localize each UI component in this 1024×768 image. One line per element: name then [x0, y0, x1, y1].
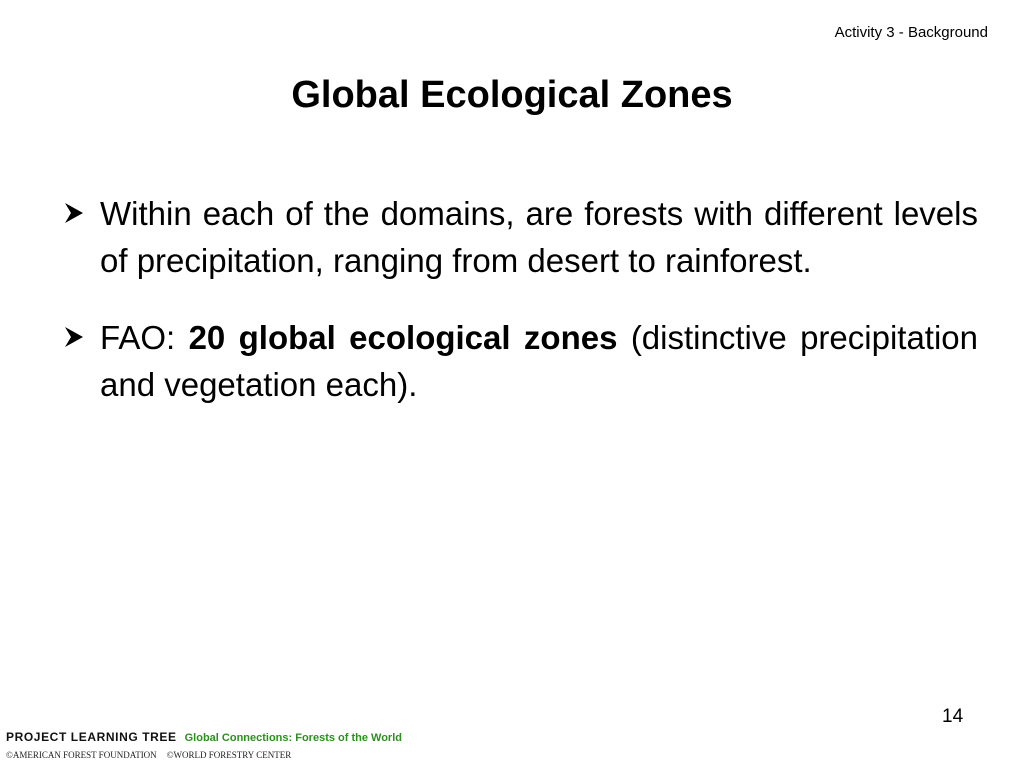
bullet-suffix: (distinctive precipitation and vegetation each). [100, 319, 979, 403]
activity-label: Activity 3 - Background [834, 24, 988, 41]
footer-logo [6, 728, 402, 760]
page-number: 14 [942, 706, 964, 727]
footer-brand: PROJECT LEARNING TREE [6, 730, 177, 744]
slide-title: Global Ecological Zones [291, 74, 733, 116]
footer-copyright-aff: ©AMERICAN FOREST FOUNDATION [6, 750, 157, 760]
bullet-item [60, 314, 978, 408]
footer-copyright-wfc: ©WORLD FORESTRY CENTER [166, 750, 292, 760]
arrow-bullet-icon [60, 190, 90, 237]
bullet-item [60, 190, 978, 284]
bullet-bold-text: 20 global ecological zones [188, 319, 618, 356]
arrow-bullet-icon [60, 314, 90, 361]
bullet-text: Within each of the domains, are forests with different levels of precipitation, ranging from desert to rainforest. [100, 195, 978, 279]
bullet-list [60, 190, 978, 438]
footer-tagline: Global Connections: Forests of the World [184, 732, 402, 744]
bullet-prefix: FAO: [100, 319, 189, 356]
